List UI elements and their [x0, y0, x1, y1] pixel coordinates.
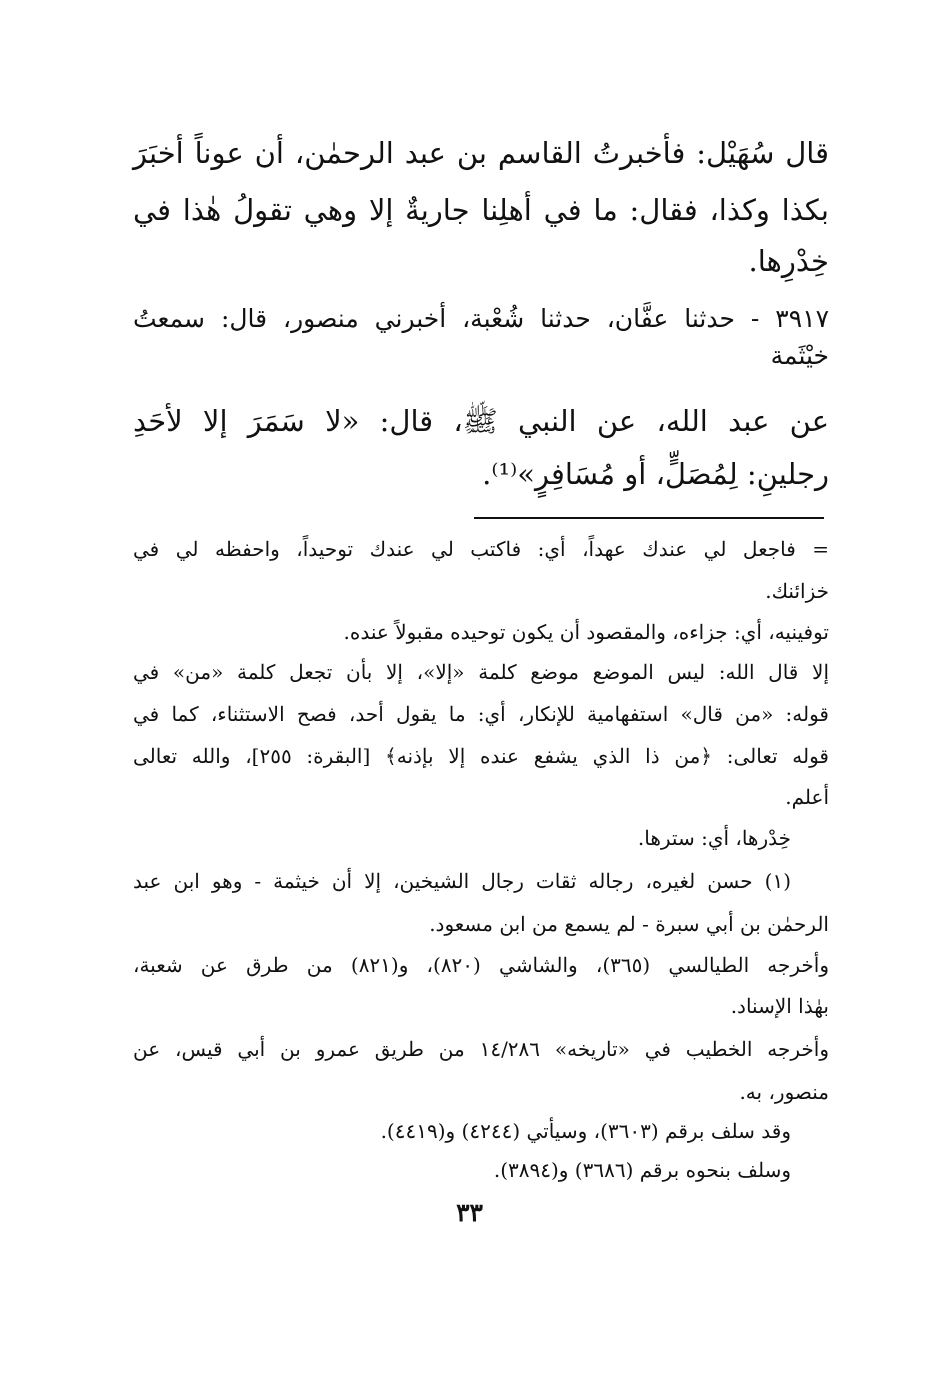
main-text-line: عن عبد الله، عن النبي ﷺ، قال: «لا سَمَرَ إلا لأحَدِ [133, 404, 829, 438]
footnote-line: بهٰذا الإسناد. [730, 994, 829, 1018]
main-text-line: رجلينِ: لِمُصَلٍّ، أو مُسَافِرٍ»⁽¹⁾. [482, 457, 829, 491]
footnote-line: (١) حسن لغيره، رجاله ثقات رجال الشيخين، إلا أن خيثمة - وهو ابن عبد [133, 869, 791, 893]
footnote-line: خزائنك. [765, 579, 829, 603]
footnote-line: وأخرجه الطيالسي (٣٦٥)، والشاشي (٨٢٠)، و(٨٢١) من طرق عن شعبة، [133, 953, 829, 977]
footnote-line: = فاجعل لي عندك عهداً، أي: فاكتب لي عندك توحيداً، واحفظه لي في [133, 537, 829, 561]
main-text-line: خِدْرِها. [748, 244, 829, 278]
hadith-number-line: ٣٩١٧ - حدثنا عفَّان، حدثنا شُعْبة، أخبرني منصور، قال: سمعتُ [133, 304, 829, 333]
footnote-line: وقد سلف برقم (٣٦٠٣)، وسيأتي (٤٢٤٤) و(٤٤١٩). [380, 1119, 791, 1143]
footnote-line: وسلف بنحوه برقم (٣٦٨٦) و(٣٨٩٤). [493, 1158, 791, 1182]
footnote-line: منصور، به. [739, 1080, 829, 1104]
main-text-line: بكذا وكذا، فقال: ما في أهلِنا جاريةٌ إلا وهي تقولُ هٰذا في [133, 193, 829, 227]
footnote-line: وأخرجه الخطيب في «تاريخه» ١٤/٢٨٦ من طريق عمرو بن أبي قيس، عن [133, 1037, 829, 1061]
footnote-line: توفينيه، أي: جزاءه، والمقصود أن يكون توحيده مقبولاً عنده. [343, 620, 829, 644]
page-number: ٣٣ [456, 1198, 483, 1227]
footnote-line: خِدْرها، أي: سترها. [637, 826, 791, 850]
footnote-line: قوله: «من قال» استفهامية للإنكار، أي: ما يقول أحد، فصح الاستثناء، كما في [133, 702, 829, 726]
main-text-line: قال سُهَيْل: فأخبرتُ القاسم بن عبد الرحمٰن، أن عوناً أخبَرَ [133, 136, 829, 170]
footnote-divider [474, 517, 824, 519]
main-text-line: خيْثَمة [770, 341, 829, 370]
footnote-line: إلا قال الله: ليس الموضع موضع كلمة «إلا»، إلا بأن تجعل كلمة «من» في [133, 660, 829, 684]
footnote-line: قوله تعالى: ﴿من ذا الذي يشفع عنده إلا بإذنه﴾ [البقرة: ٢٥٥]، والله تعالى [133, 744, 829, 768]
footnote-line: الرحمٰن بن أبي سبرة - لم يسمع من ابن مسعود. [429, 912, 829, 936]
footnote-line: أعلم. [785, 785, 829, 809]
